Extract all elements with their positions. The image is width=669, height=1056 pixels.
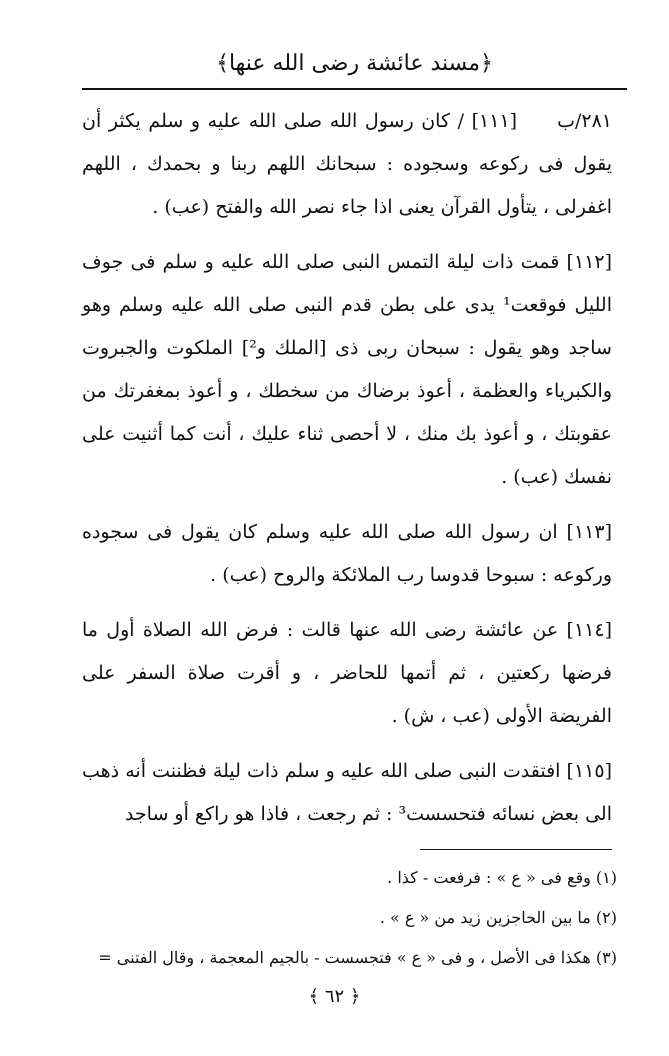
paragraph-text: [١١١] / كان رسول الله صلى الله عليه و سلم يكثر أن يقول فى ركوعه وسجوده : سبحانك اللهم ربنا و بحمدك ، اللهم اغفرلى ، يتأول القرآن يعنى اذا جاء نصر الله والفتح (عب) . — [82, 110, 612, 218]
paragraph-text: [١١٤] عن عائشة رضى الله عنها قالت : فرض الله الصلاة أول ما فرضها ركعتين ، ثم أتمها للحاضر ، و أقرت صلاة السفر على الفريضة الأولى (عب ، ش) . — [82, 619, 612, 727]
paragraph-text: [١١٢] قمت ذات ليلة التمس النبى صلى الله عليه و سلم فى جوف الليل فوقعت¹ يدى على بطن قدم النبى صلى الله عليه وسلم وهو ساجد وهو يقول : سبحان ربى ذى [الملك و²] الملكوت والجبروت والكبرياء والعظمة ، أعوذ برضاك من سخطك ، و أعوذ بمغفرتك من عقوبتك ، و أعوذ بك منك ، لا أحصى ثناء عليك ، أنت كما أثنيت على نفسك (عب) . — [82, 251, 612, 488]
paragraph-113 — [82, 511, 612, 597]
paragraph-112 — [82, 241, 612, 499]
paragraph-text: [١١٣] ان رسول الله صلى الله عليه وسلم كان يقول فى سجوده وركوعه : سبوحا قدوسا رب الملائكة والروح (عب) . — [82, 521, 612, 586]
paragraph-111 — [82, 100, 612, 229]
header-rule — [82, 88, 627, 90]
paragraph-text: [١١٥] افتقدت النبى صلى الله عليه و سلم ذات ليلة فظننت أنه ذهب الى بعض نسائه فتحسست³ : ثم رجعت ، فاذا هو راكع أو ساجد — [82, 760, 612, 825]
paragraph-115 — [82, 750, 612, 836]
footnote-3: (٣) هكذا فى الأصل ، و فى « ع » فتجسست - بالجيم المعجمة ، وقال الفتنى = — [98, 948, 617, 967]
margin-reference: ٢٨١/ب — [557, 110, 612, 132]
footnote-2: (٢) ما بين الحاجزين زيد من « ع » . — [379, 908, 617, 927]
paragraph-114 — [82, 609, 612, 738]
running-header: ﴿مسند عائشة رضى الله عنها﴾ — [216, 51, 493, 76]
footnotes — [82, 858, 617, 978]
main-text — [82, 100, 612, 848]
page-number: ﴿ ٦٢ ﴾ — [308, 986, 361, 1007]
footnote-1: (١) وقع فى « ع » : فرفعت - كذا . — [387, 868, 617, 887]
footnote-rule — [420, 849, 612, 850]
